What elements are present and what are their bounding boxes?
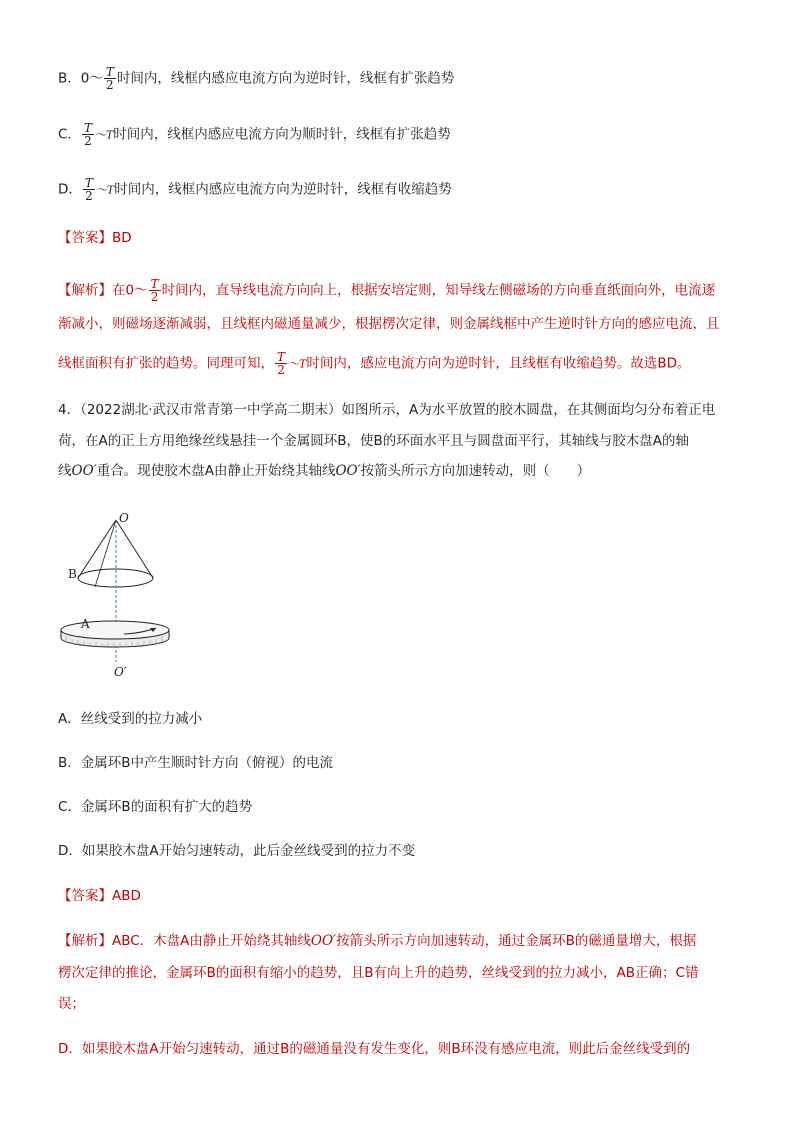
fraction-t-over-2: $\frac{T}{2}$	[150, 277, 159, 304]
label-o: O	[119, 512, 129, 525]
analysis-line-4: D．如果胶木盘A开始匀速转动，通过B的磁通量没有发生变化，则B环没有感应电流，则此后金丝线受到的	[58, 1041, 691, 1057]
option-c: C．金属环B的面积有扩大的趋势	[58, 799, 253, 815]
question-4-line-1: 4．（2022湖北·武汉市常青第一中学高二期末）如图所示，A为水平放置的胶木圆盘，在其侧面均匀分布着正电	[58, 402, 716, 418]
option-c-prev: C． $\frac{T}{2}$ ～T时间内，线框内感应电流方向为顺时针，线框有扩张趋势	[58, 121, 451, 148]
option-b-prev: B．0～ $\frac{T}{2}$ 时间内，线框内感应电流方向为逆时针，线框有扩张趋势	[58, 65, 455, 92]
label-a: A	[81, 617, 90, 631]
answer: 【答案】ABD	[58, 888, 141, 904]
analysis-line-1: 【解析】ABC．木盘A由静止开始绕其轴线OO′按箭头所示方向加速转动，通过金属环B的磁通量增大，根据	[58, 933, 697, 949]
fraction-t-over-2: $\frac{T}{2}$	[83, 121, 92, 148]
option-b: B．金属环B中产生顺时针方向（俯视）的电流	[58, 755, 334, 771]
analysis-line-2: 楞次定律的推论，金属环B的面积有缩小的趋势，且B有向上升的趋势，丝线受到的拉力减小，AB正确；C错	[58, 965, 699, 981]
analysis-line-3: 误；	[58, 996, 85, 1012]
label-o-prime: O′	[114, 665, 127, 679]
option-a: A．丝线受到的拉力减小	[58, 711, 203, 727]
answer-prev: 【答案】BD	[58, 230, 132, 246]
analysis-prev-line-3: 线框面积有扩张的趋势。同理可知， $\frac{T}{2}$ ～T时间内，感应电流方向为逆时针，且线框有收缩趋势。故选BD。	[58, 350, 691, 377]
label-b: B	[68, 567, 77, 581]
fraction-t-over-2: $\frac{T}{2}$	[84, 176, 93, 203]
option-d-prev: D． $\frac{T}{2}$ ～T时间内，线框内感应电流方向为逆时针，线框有收缩趋势	[58, 176, 452, 203]
cone-front-line	[95, 520, 116, 587]
fraction-t-over-2: $\frac{T}{2}$	[105, 65, 114, 92]
question-4-line-3: 线OO′重合。现使胶木盘A由静止开始绕其轴线OO′按箭头所示方向加速转动，则（ ）	[58, 463, 591, 479]
option-d: D．如果胶木盘A开始匀速转动，此后金丝线受到的拉力不变	[58, 843, 416, 859]
fraction-t-over-2: $\frac{T}{2}$	[277, 350, 286, 377]
question-4-line-2: 荷，在A的正上方用绝缘丝线悬挂一个金属圆环B，使B的环面水平且与圆盘面平行，其轴线与胶木盘A的轴	[58, 433, 689, 449]
analysis-prev-line-2: 渐减小，则磁场逐渐减弱，且线框内磁通量减少，根据楞次定律，则金属线框中产生逆时针方向的感应电流，且	[58, 316, 720, 332]
cone-disk-figure	[58, 512, 178, 682]
analysis-prev-line-1: 【解析】在0～ $\frac{T}{2}$ 时间内，直导线电流方向向上，根据安培定则，知导线左侧磁场的方向垂直纸面向外，电流逐	[58, 277, 716, 304]
